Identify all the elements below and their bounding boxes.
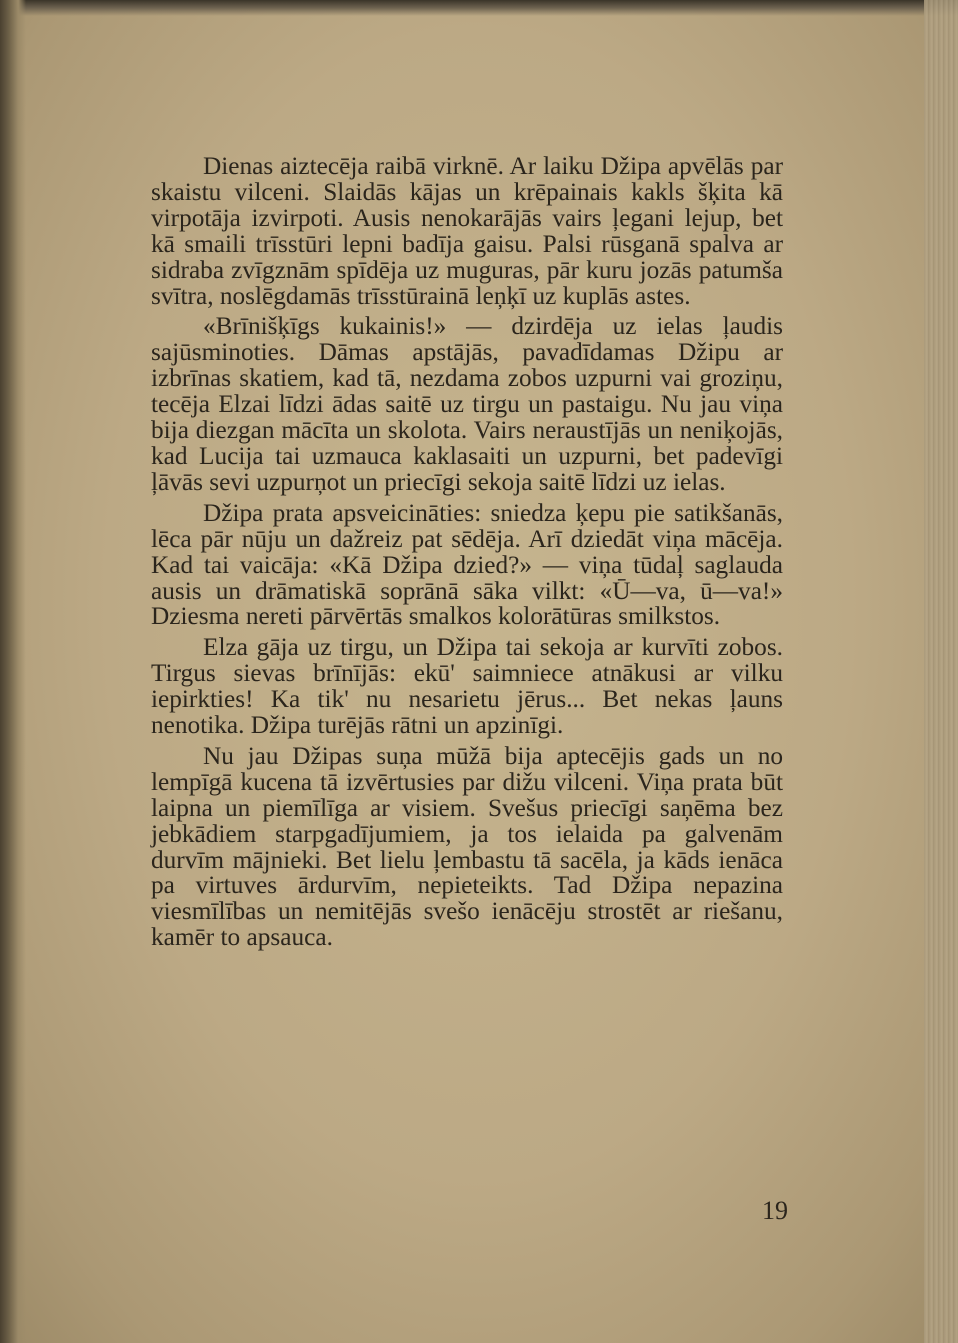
paragraph-3: Džipa prata apsveicināties: sniedza ķepu pie satikšanās, lēca pār nūju un dažreiz pat sēdēja. Arī dziedāt viņa mācēja. Kad tai vaicāja: «Kā Džipa dzied?» — viņa tūdaļ saglauda ausis un drāmatiskā soprānā sāka vilkt: «Ū—va, ū—va!» Dziesma nereti pārvērtās smalkos kolorātūras smilkstos. xyxy=(151,498,783,631)
page-number: 19 xyxy=(762,1196,788,1225)
paragraph-1: Dienas aiztecēja raibā virknē. Ar laiku Džipa apvēlās par skaistu vilceni. Slaidās kājas un krēpainais kakls šķita kā virpotāja izvirpoti. Ausis nenokarājās vairs ļegani lejup, bet kā smaili trīsstūri lepni badīja gaisu. Palsi rūsganā spalva ar sidraba zvīgznām spīdēja uz muguras, pār kuru jozās patumša svītra, noslēgdamās trīsstūrainā leņķī uz kuplās astes. xyxy=(151,152,783,310)
body-text xyxy=(151,154,783,951)
paragraph-2: «Brīnišķīgs kukainis!» — dzirdēja uz ielas ļaudis sajūsminoties. Dāmas apstājās, pavadīdamas Džipu ar izbrīnas skatiem, kad tā, nezdama zobos uzpurni vai groziņu, tecēja Elzai līdzi ādas saitē uz tirgu un pastaigu. Nu jau viņa bija diezgan mācīta un skolota. Vairs neraustījās un neniķojās, kad Lucija tai uzmauca kaklasaiti un uzpurni, bet padevīgi ļāvās sevi uzpurņot un priecīgi sekoja saitē līdzi uz ielas. xyxy=(151,312,783,496)
paragraph-5: Nu jau Džipas suņa mūžā bija aptecējis gads un no lempīgā kucena tā izvērtusies par dižu vilceni. Viņa prata būt laipna un piemīlīga ar visiem. Svešus priecīgi saņēma bez jebkādiem starpgadījumiem, ja tos ielaida pa galvenām durvīm mājnieki. Bet lielu ļembastu tā sacēla, ja kāds ienāca pa virtuves ārdurvīm, nepieteikts. Tad Džipa nepazina viesmīlības un nemitējās svešo ienācēju strostēt ar riešanu, kamēr to apsauca. xyxy=(151,741,783,952)
book-binding xyxy=(0,0,26,1343)
page-top-edge xyxy=(0,0,958,16)
page-fore-edge xyxy=(924,0,958,1343)
paragraph-4: Elza gāja uz tirgu, un Džipa tai sekoja ar kurvīti zobos. Tirgus sievas brīnījās: ekū' saimniece atnākusi ar vilku iepirkties! Ka tik' nu nesarietu jērus... Bet nekas ļauns nenotika. Džipa turējās rātni un apzinīgi. xyxy=(151,633,783,740)
